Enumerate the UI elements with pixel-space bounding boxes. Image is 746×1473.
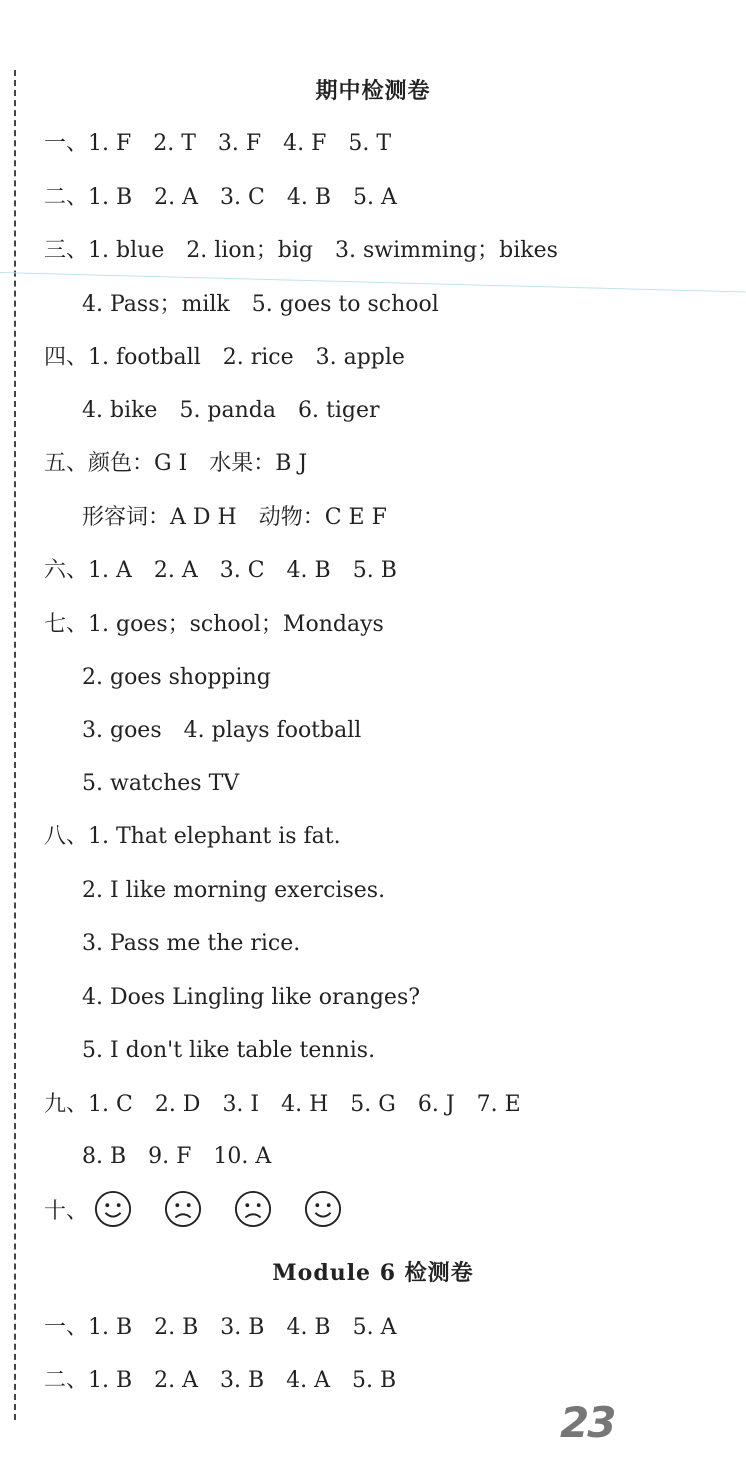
answer-line: 4. bike 5. panda 6. tiger bbox=[38, 398, 380, 423]
answer-line: 4. Pass；milk 5. goes to school bbox=[38, 292, 439, 317]
answer-line: 三、1. blue 2. lion；big 3. swimming；bikes bbox=[44, 238, 558, 263]
happy-face-icon bbox=[304, 1190, 342, 1228]
face-answer-row bbox=[44, 1190, 374, 1228]
question-label: 十、 bbox=[44, 1198, 89, 1224]
section-title-midterm: 期中检测卷 bbox=[315, 78, 431, 104]
sad-face-icon bbox=[234, 1190, 272, 1228]
happy-face-icon bbox=[94, 1190, 132, 1228]
answer-line: 四、1. football 2. rice 3. apple bbox=[44, 345, 405, 370]
answer-line: 形容词：A D H 动物：C E F bbox=[38, 505, 387, 530]
answer-line: 4. Does Lingling like oranges? bbox=[38, 985, 421, 1010]
answer-line: 2. I like morning exercises. bbox=[38, 878, 386, 903]
answer-line: 二、1. B 2. A 3. B 4. A 5. B bbox=[44, 1368, 397, 1393]
page-number: 23 bbox=[560, 1398, 615, 1447]
answer-line: 二、1. B 2. A 3. C 4. B 5. A bbox=[44, 185, 397, 210]
answer-line: 3. Pass me the rice. bbox=[38, 931, 301, 956]
answer-line: 七、1. goes；school；Mondays bbox=[44, 612, 384, 637]
answer-line: 3. goes 4. plays football bbox=[38, 718, 362, 743]
answer-line: 九、1. C 2. D 3. I 4. H 5. G 6. J 7. E bbox=[44, 1092, 521, 1117]
answer-line: 六、1. A 2. A 3. C 4. B 5. B bbox=[44, 558, 397, 583]
answer-line: 5. watches TV bbox=[38, 771, 240, 796]
answer-line: 2. goes shopping bbox=[38, 665, 271, 690]
answer-line: 5. I don't like table tennis. bbox=[38, 1038, 376, 1063]
sad-face-icon bbox=[164, 1190, 202, 1228]
answer-line: 一、1. B 2. B 3. B 4. B 5. A bbox=[44, 1315, 397, 1340]
answer-line: 八、1. That elephant is fat. bbox=[44, 824, 341, 849]
answer-line: 8. B 9. F 10. A bbox=[38, 1144, 272, 1169]
answer-line: 五、颜色：G I 水果：B J bbox=[44, 451, 308, 476]
section-title-module6: Module 6 检测卷 bbox=[272, 1260, 474, 1286]
answer-line: 一、1. F 2. T 3. F 4. F 5. T bbox=[44, 131, 392, 156]
